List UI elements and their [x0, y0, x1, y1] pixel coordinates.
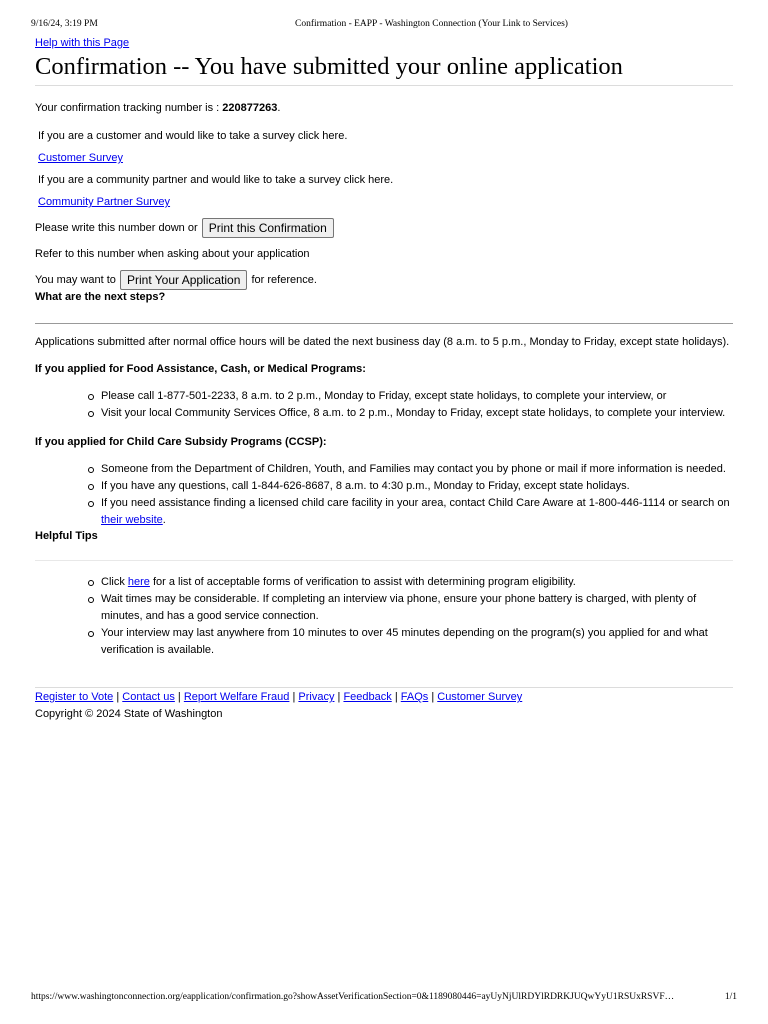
list-item-text: for a list of acceptable forms of verification to assist with determining program eligibility. [149, 576, 576, 589]
verification-forms-link[interactable]: here [127, 576, 150, 589]
customer-survey-text: If you are a customer and would like to take a survey click here. [38, 130, 348, 142]
footer-separator: | [334, 691, 344, 704]
copyright: Copyright © 2024 State of Washington [35, 708, 223, 721]
register-to-vote-link[interactable]: Register to Vote [35, 691, 114, 704]
ccsp-heading: If you applied for Child Care Subsidy Programs (CCSP): [35, 436, 327, 449]
list-item-text: If you have any questions, call 1-844-626-8687, 8 a.m. to 4:30 p.m., Monday to Friday, except state holidays. [101, 480, 630, 493]
list-item [101, 405, 733, 422]
print-confirmation-row [35, 218, 733, 238]
circle-bullet-icon [88, 411, 94, 417]
tracking-suffix: . [277, 102, 281, 114]
helpful-tips-list [35, 574, 733, 659]
list-item [101, 574, 733, 591]
list-item [101, 591, 733, 625]
list-item-text: Someone from the Department of Children, Youth, and Families may contact you by phone or mail if more information is needed. [101, 463, 726, 476]
survey-block [35, 128, 733, 210]
print-application-label: You may want to [35, 274, 116, 287]
next-steps-divider [35, 323, 733, 324]
ccsp-list [35, 461, 733, 529]
print-application-row [35, 270, 733, 290]
list-item [101, 478, 733, 495]
print-date: 9/16/24, 3:19 PM [31, 19, 98, 29]
print-url: https://www.washingtonconnection.org/eapplication/confirmation.go?showAssetVerificationSection=0&1189080446=ayUyNjUlRDYlRDRKJUQwYyU1RSUxRSVF… [31, 992, 675, 1002]
footer-customer-survey-link[interactable]: Customer Survey [437, 691, 523, 704]
child-care-aware-website-link[interactable]: their website [101, 514, 163, 527]
print-header [31, 19, 737, 33]
print-application-suffix: for reference. [251, 274, 317, 287]
office-hours-note: Applications submitted after normal office hours will be dated the next business day (8 a.m. to 5 p.m., Monday to Friday, except state holidays). [35, 336, 730, 349]
community-partner-survey-link[interactable]: Community Partner Survey [38, 196, 171, 208]
list-item-text: Your interview may last anywhere from 10 minutes to over 45 minutes depending on the program(s) you applied for and what verification is available. [101, 627, 708, 657]
print-footer [31, 992, 737, 1006]
circle-bullet-icon [88, 394, 94, 400]
report-welfare-fraud-link[interactable]: Report Welfare Fraud [183, 691, 290, 704]
next-steps-heading: What are the next steps? [35, 291, 166, 304]
print-confirmation-label: Please write this number down or [35, 222, 198, 234]
privacy-link[interactable]: Privacy [298, 691, 335, 704]
page-title: Confirmation -- You have submitted your online application [35, 52, 733, 86]
helpful-tips-divider [35, 560, 733, 561]
faqs-link[interactable]: FAQs [400, 691, 429, 704]
food-cash-medical-heading: If you applied for Food Assistance, Cash, or Medical Programs: [35, 363, 366, 376]
circle-bullet-icon [88, 501, 94, 507]
list-item [101, 461, 733, 478]
print-application-button[interactable]: Print Your Application [120, 270, 247, 290]
print-page-title: Confirmation - EAPP - Washington Connection (Your Link to Services) [295, 19, 568, 29]
list-item-text: Visit your local Community Services Office, 8 a.m. to 2 p.m., Monday to Friday, except state holidays, to complete your interview. [101, 407, 726, 420]
list-item [101, 388, 733, 405]
main-content [35, 36, 733, 721]
refer-text: Refer to this number when asking about your application [35, 248, 310, 261]
print-page-count: 1/1 [724, 992, 737, 1002]
circle-bullet-icon [88, 631, 94, 637]
footer-separator: | [289, 691, 299, 704]
customer-survey-link[interactable]: Customer Survey [38, 152, 123, 164]
print-confirmation-button[interactable]: Print this Confirmation [202, 218, 334, 238]
list-item-text: Please call 1-877-501-2233, 8 a.m. to 2 p.m., Monday to Friday, except state holidays, to complete your interview, or [101, 390, 667, 403]
help-link[interactable]: Help with this Page [35, 37, 130, 49]
footer-separator: | [428, 691, 438, 704]
list-item-text: Click [101, 576, 128, 589]
feedback-link[interactable]: Feedback [343, 691, 392, 704]
contact-us-link[interactable]: Contact us [122, 691, 175, 704]
tracking-number: 220877263 [222, 102, 278, 114]
list-item [101, 625, 733, 659]
helpful-tips-heading: Helpful Tips [35, 530, 98, 543]
tracking-number-line [35, 100, 733, 116]
list-item [101, 495, 733, 529]
footer-links [35, 687, 733, 704]
list-item-suffix: . [162, 514, 166, 527]
list-item-text: If you need assistance finding a licensed child care facility in your area, contact Child Care Aware at 1-800-446-1114 or search on [101, 497, 730, 510]
tracking-label: Your confirmation tracking number is : [35, 102, 223, 114]
footer-separator: | [391, 691, 401, 704]
footer-separator: | [113, 691, 123, 704]
partner-survey-text: If you are a community partner and would like to take a survey click here. [38, 174, 394, 186]
footer-separator: | [174, 691, 184, 704]
circle-bullet-icon [88, 580, 94, 586]
circle-bullet-icon [88, 467, 94, 473]
food-cash-medical-list [35, 388, 733, 422]
list-item-text: Wait times may be considerable. If completing an interview via phone, ensure your phone battery is charged, with plenty of minutes, and has a good service connection. [101, 593, 697, 623]
circle-bullet-icon [88, 597, 94, 603]
circle-bullet-icon [88, 484, 94, 490]
